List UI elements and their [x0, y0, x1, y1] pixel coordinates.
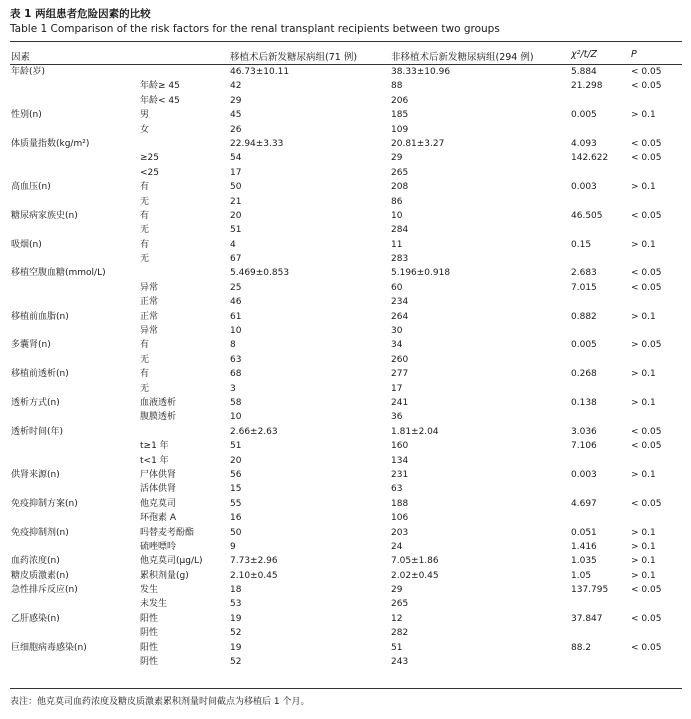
table-caption-cn: 表 1 两组患者危险因素的比较 — [10, 8, 151, 20]
cell-subgroup: 女 — [140, 124, 150, 135]
cell-non-ptdm-value: 30 — [391, 326, 403, 337]
cell-factor: 免疫抑制方案(n) — [11, 498, 78, 509]
cell-subgroup: 正常 — [140, 311, 159, 322]
cell-p-value: < 0.05 — [631, 210, 662, 221]
cell-subgroup: t<1 年 — [140, 455, 169, 466]
table-row — [0, 583, 691, 597]
cell-p-value: > 0.1 — [631, 541, 656, 552]
cell-ptdm-value: 22.94±3.33 — [230, 138, 284, 149]
table-row — [0, 180, 691, 194]
cell-p-value: > 0.1 — [631, 110, 656, 121]
cell-non-ptdm-value: 5.196±0.918 — [391, 268, 451, 279]
cell-statistic: 0.003 — [571, 182, 597, 193]
cell-ptdm-value: 61 — [230, 311, 242, 322]
cell-ptdm-value: 19 — [230, 642, 242, 653]
cell-ptdm-value: 19 — [230, 613, 242, 624]
cell-p-value: > 0.05 — [631, 340, 662, 351]
cell-statistic: 0.268 — [571, 369, 597, 380]
cell-factor: 移植前透析(n) — [11, 369, 69, 380]
cell-ptdm-value: 20 — [230, 455, 242, 466]
cell-ptdm-value: 63 — [230, 354, 242, 365]
cell-ptdm-value: 10 — [230, 412, 242, 423]
cell-ptdm-value: 42 — [230, 81, 242, 92]
cell-factor: 血药浓度(n) — [11, 556, 60, 567]
cell-non-ptdm-value: 265 — [391, 599, 409, 610]
cell-subgroup: 有 — [140, 182, 150, 193]
cell-subgroup: 阳性 — [140, 613, 159, 624]
cell-ptdm-value: 20 — [230, 210, 242, 221]
cell-statistic: 3.036 — [571, 426, 597, 437]
table-row — [0, 137, 691, 151]
table-note: 表注：他克莫司血药浓度及糖皮质激素累积剂量时间截点为移植后 1 个月。 — [10, 697, 310, 707]
cell-statistic: 5.884 — [571, 67, 597, 77]
table-row — [0, 569, 691, 583]
cell-non-ptdm-value: 38.33±10.96 — [391, 67, 451, 77]
cell-factor: 乙肝感染(n) — [11, 613, 60, 624]
table-row — [0, 554, 691, 568]
cell-p-value: > 0.1 — [631, 239, 656, 250]
top-rule — [10, 41, 682, 42]
table-row — [0, 641, 691, 655]
cell-statistic: 7.106 — [571, 441, 597, 452]
table-row — [0, 338, 691, 352]
cell-p-value: > 0.1 — [631, 570, 656, 581]
cell-subgroup: 有 — [140, 369, 150, 380]
cell-non-ptdm-value: 243 — [391, 657, 409, 668]
table-row — [0, 65, 691, 79]
cell-ptdm-value: 2.10±0.45 — [230, 570, 278, 581]
cell-non-ptdm-value: 203 — [391, 527, 409, 538]
cell-p-value: > 0.1 — [631, 397, 656, 408]
table-row — [0, 79, 691, 93]
cell-factor: 巨细胞病毒感染(n) — [11, 642, 87, 653]
cell-subgroup: 年龄< 45 — [140, 95, 180, 106]
cell-p-value: > 0.1 — [631, 311, 656, 322]
cell-statistic: 88.2 — [571, 642, 592, 653]
table-row — [0, 166, 691, 180]
cell-non-ptdm-value: 283 — [391, 254, 409, 265]
cell-subgroup: <25 — [140, 167, 159, 178]
cell-subgroup: 无 — [140, 383, 150, 394]
cell-subgroup: 吗替麦考酚酯 — [140, 527, 195, 538]
cell-subgroup: 无 — [140, 254, 150, 265]
cell-subgroup: 有 — [140, 239, 150, 250]
cell-subgroup: 异常 — [140, 282, 159, 293]
table-row — [0, 238, 691, 252]
cell-ptdm-value: 26 — [230, 124, 242, 135]
cell-statistic: 37.847 — [571, 613, 603, 624]
cell-subgroup: 未发生 — [140, 599, 168, 610]
table-row — [0, 223, 691, 237]
cell-non-ptdm-value: 134 — [391, 455, 409, 466]
cell-ptdm-value: 4 — [230, 239, 236, 250]
cell-non-ptdm-value: 234 — [391, 297, 409, 308]
table-row — [0, 382, 691, 396]
table-row — [0, 439, 691, 453]
table-row — [0, 497, 691, 511]
cell-ptdm-value: 21 — [230, 196, 242, 207]
cell-factor: 多囊肾(n) — [11, 340, 51, 351]
table-row — [0, 94, 691, 108]
cell-ptdm-value: 45 — [230, 110, 242, 121]
cell-p-value: > 0.1 — [631, 556, 656, 567]
cell-ptdm-value: 7.73±2.96 — [230, 556, 278, 567]
cell-factor: 年龄(岁) — [11, 67, 46, 77]
cell-non-ptdm-value: 208 — [391, 182, 409, 193]
cell-non-ptdm-value: 29 — [391, 585, 403, 596]
header-ptdm-group: 移植术后新发糖尿病组(71 例) — [230, 52, 358, 63]
cell-non-ptdm-value: 241 — [391, 397, 409, 408]
table-row — [0, 526, 691, 540]
cell-subgroup: 他克莫司 — [140, 498, 177, 509]
table-row — [0, 626, 691, 640]
cell-non-ptdm-value: 7.05±1.86 — [391, 556, 439, 567]
table-row — [0, 195, 691, 209]
table-body — [0, 65, 691, 669]
cell-ptdm-value: 17 — [230, 167, 242, 178]
cell-ptdm-value: 9 — [230, 541, 236, 552]
cell-non-ptdm-value: 11 — [391, 239, 403, 250]
cell-non-ptdm-value: 282 — [391, 628, 409, 639]
cell-ptdm-value: 56 — [230, 469, 242, 480]
cell-non-ptdm-value: 24 — [391, 541, 403, 552]
cell-subgroup: 无 — [140, 354, 150, 365]
cell-non-ptdm-value: 63 — [391, 484, 403, 495]
cell-ptdm-value: 67 — [230, 254, 242, 265]
table-row — [0, 252, 691, 266]
cell-non-ptdm-value: 284 — [391, 225, 409, 236]
cell-non-ptdm-value: 51 — [391, 642, 403, 653]
cell-statistic: 21.298 — [571, 81, 603, 92]
cell-non-ptdm-value: 86 — [391, 196, 403, 207]
cell-subgroup: 无 — [140, 225, 150, 236]
table-row — [0, 540, 691, 554]
cell-ptdm-value: 2.66±2.63 — [230, 426, 278, 437]
cell-ptdm-value: 52 — [230, 628, 242, 639]
cell-ptdm-value: 50 — [230, 182, 242, 193]
cell-p-value: < 0.05 — [631, 613, 662, 624]
cell-subgroup: 男 — [140, 110, 150, 121]
cell-ptdm-value: 5.469±0.853 — [230, 268, 290, 279]
table-row — [0, 454, 691, 468]
cell-statistic: 7.015 — [571, 282, 597, 293]
cell-non-ptdm-value: 106 — [391, 513, 409, 524]
cell-subgroup: 硫唑嘌呤 — [140, 541, 177, 552]
cell-non-ptdm-value: 160 — [391, 441, 409, 452]
cell-p-value: < 0.05 — [631, 268, 662, 279]
table-row — [0, 612, 691, 626]
cell-subgroup: 活体供肾 — [140, 484, 177, 495]
cell-statistic: 0.005 — [571, 340, 597, 351]
table-row — [0, 655, 691, 669]
cell-p-value: < 0.05 — [631, 138, 662, 149]
cell-statistic: 1.416 — [571, 541, 597, 552]
cell-p-value: < 0.05 — [631, 426, 662, 437]
cell-non-ptdm-value: 185 — [391, 110, 409, 121]
table-row — [0, 281, 691, 295]
cell-non-ptdm-value: 264 — [391, 311, 409, 322]
cell-non-ptdm-value: 1.81±2.04 — [391, 426, 439, 437]
cell-factor: 糖皮质激素(n) — [11, 570, 69, 581]
cell-statistic: 4.697 — [571, 498, 597, 509]
cell-subgroup: 阴性 — [140, 628, 159, 639]
cell-p-value: < 0.05 — [631, 153, 662, 164]
cell-statistic: 1.05 — [571, 570, 592, 581]
cell-factor: 高血压(n) — [11, 182, 51, 193]
cell-factor: 供肾来源(n) — [11, 469, 60, 480]
cell-p-value: < 0.05 — [631, 642, 662, 653]
cell-non-ptdm-value: 20.81±3.27 — [391, 138, 445, 149]
cell-subgroup: 年龄≥ 45 — [140, 81, 180, 92]
cell-subgroup: 他克莫司(μg/L) — [140, 556, 203, 567]
cell-non-ptdm-value: 231 — [391, 469, 409, 480]
cell-p-value: < 0.05 — [631, 282, 662, 293]
cell-p-value: > 0.1 — [631, 527, 656, 538]
cell-factor: 移植前血脂(n) — [11, 311, 69, 322]
table-row — [0, 123, 691, 137]
cell-non-ptdm-value: 188 — [391, 498, 409, 509]
header-p-value: P — [631, 49, 637, 60]
table-row — [0, 468, 691, 482]
cell-ptdm-value: 15 — [230, 484, 242, 495]
cell-ptdm-value: 25 — [230, 282, 242, 293]
header-factor: 因素 — [11, 52, 31, 63]
cell-statistic: 142.622 — [571, 153, 609, 164]
cell-statistic: 0.15 — [571, 239, 592, 250]
cell-p-value: < 0.05 — [631, 67, 662, 77]
table-row — [0, 108, 691, 122]
cell-non-ptdm-value: 60 — [391, 282, 403, 293]
cell-statistic: 1.035 — [571, 556, 597, 567]
cell-ptdm-value: 55 — [230, 498, 242, 509]
table-row — [0, 266, 691, 280]
cell-ptdm-value: 52 — [230, 657, 242, 668]
header-non-ptdm-group: 非移植术后新发糖尿病组(294 例) — [391, 52, 534, 63]
cell-ptdm-value: 8 — [230, 340, 236, 351]
cell-p-value: > 0.1 — [631, 369, 656, 380]
cell-subgroup: 尸体供肾 — [140, 469, 177, 480]
cell-subgroup: 正常 — [140, 297, 159, 308]
cell-non-ptdm-value: 277 — [391, 369, 409, 380]
cell-statistic: 0.051 — [571, 527, 597, 538]
cell-statistic: 137.795 — [571, 585, 609, 596]
cell-ptdm-value: 51 — [230, 225, 242, 236]
table-row — [0, 324, 691, 338]
cell-subgroup: 累积剂量(g) — [140, 570, 189, 581]
cell-p-value: < 0.05 — [631, 585, 662, 596]
cell-factor: 透析时间(年) — [11, 426, 64, 437]
table-row — [0, 151, 691, 165]
table-row — [0, 425, 691, 439]
cell-ptdm-value: 18 — [230, 585, 242, 596]
cell-subgroup: 发生 — [140, 585, 159, 596]
cell-p-value: < 0.05 — [631, 498, 662, 509]
cell-statistic: 2.683 — [571, 268, 597, 279]
cell-factor: 糖尿病家族史(n) — [11, 210, 78, 221]
cell-subgroup: 腹膜透析 — [140, 412, 177, 423]
cell-non-ptdm-value: 109 — [391, 124, 409, 135]
table-row — [0, 597, 691, 611]
table-row — [0, 310, 691, 324]
cell-ptdm-value: 58 — [230, 397, 242, 408]
table-row — [0, 295, 691, 309]
cell-ptdm-value: 68 — [230, 369, 242, 380]
cell-non-ptdm-value: 206 — [391, 95, 409, 106]
cell-statistic: 4.093 — [571, 138, 597, 149]
cell-subgroup: t≥1 年 — [140, 441, 169, 452]
cell-statistic: 0.005 — [571, 110, 597, 121]
cell-non-ptdm-value: 265 — [391, 167, 409, 178]
cell-ptdm-value: 54 — [230, 153, 242, 164]
table-row — [0, 482, 691, 496]
cell-ptdm-value: 29 — [230, 95, 242, 106]
cell-factor: 急性排斥反应(n) — [11, 585, 78, 596]
cell-ptdm-value: 51 — [230, 441, 242, 452]
cell-p-value: < 0.05 — [631, 81, 662, 92]
cell-subgroup: 阴性 — [140, 657, 159, 668]
cell-statistic: 0.003 — [571, 469, 597, 480]
cell-non-ptdm-value: 17 — [391, 383, 403, 394]
cell-ptdm-value: 16 — [230, 513, 242, 524]
cell-factor: 透析方式(n) — [11, 397, 60, 408]
cell-subgroup: 有 — [140, 340, 150, 351]
cell-ptdm-value: 53 — [230, 599, 242, 610]
cell-subgroup: 有 — [140, 210, 150, 221]
cell-ptdm-value: 10 — [230, 326, 242, 337]
table-caption-en: Table 1 Comparison of the risk factors for the renal transplant recipients between two groups — [10, 23, 500, 35]
cell-non-ptdm-value: 10 — [391, 210, 403, 221]
cell-non-ptdm-value: 34 — [391, 340, 403, 351]
cell-non-ptdm-value: 29 — [391, 153, 403, 164]
cell-p-value: < 0.05 — [631, 441, 662, 452]
cell-non-ptdm-value: 88 — [391, 81, 403, 92]
cell-factor: 性别(n) — [11, 110, 42, 121]
header-statistic: χ²/t/Z — [571, 49, 598, 60]
cell-subgroup: 环孢素 A — [140, 513, 177, 524]
table-row — [0, 367, 691, 381]
bottom-rule — [10, 688, 682, 689]
cell-subgroup: 血液透析 — [140, 397, 177, 408]
table-row — [0, 209, 691, 223]
cell-subgroup: ≥25 — [140, 153, 159, 164]
cell-non-ptdm-value: 12 — [391, 613, 403, 624]
cell-factor: 吸烟(n) — [11, 239, 42, 250]
cell-factor: 体质量指数(kg/m²) — [11, 138, 90, 149]
cell-p-value: > 0.1 — [631, 182, 656, 193]
cell-non-ptdm-value: 2.02±0.45 — [391, 570, 439, 581]
cell-p-value: > 0.1 — [631, 469, 656, 480]
cell-ptdm-value: 46 — [230, 297, 242, 308]
cell-ptdm-value: 46.73±10.11 — [230, 67, 290, 77]
table-row — [0, 396, 691, 410]
cell-subgroup: 阳性 — [140, 642, 159, 653]
cell-ptdm-value: 3 — [230, 383, 236, 394]
cell-ptdm-value: 50 — [230, 527, 242, 538]
cell-factor: 免疫抑制剂(n) — [11, 527, 69, 538]
cell-subgroup: 无 — [140, 196, 150, 207]
table-row — [0, 353, 691, 367]
cell-subgroup: 异常 — [140, 326, 159, 337]
cell-non-ptdm-value: 36 — [391, 412, 403, 423]
cell-non-ptdm-value: 260 — [391, 354, 409, 365]
table-row — [0, 410, 691, 424]
cell-statistic: 0.138 — [571, 397, 597, 408]
cell-factor: 移植空腹血糖(mmol/L) — [11, 268, 106, 279]
cell-statistic: 0.882 — [571, 311, 597, 322]
cell-statistic: 46.505 — [571, 210, 603, 221]
table-row — [0, 511, 691, 525]
